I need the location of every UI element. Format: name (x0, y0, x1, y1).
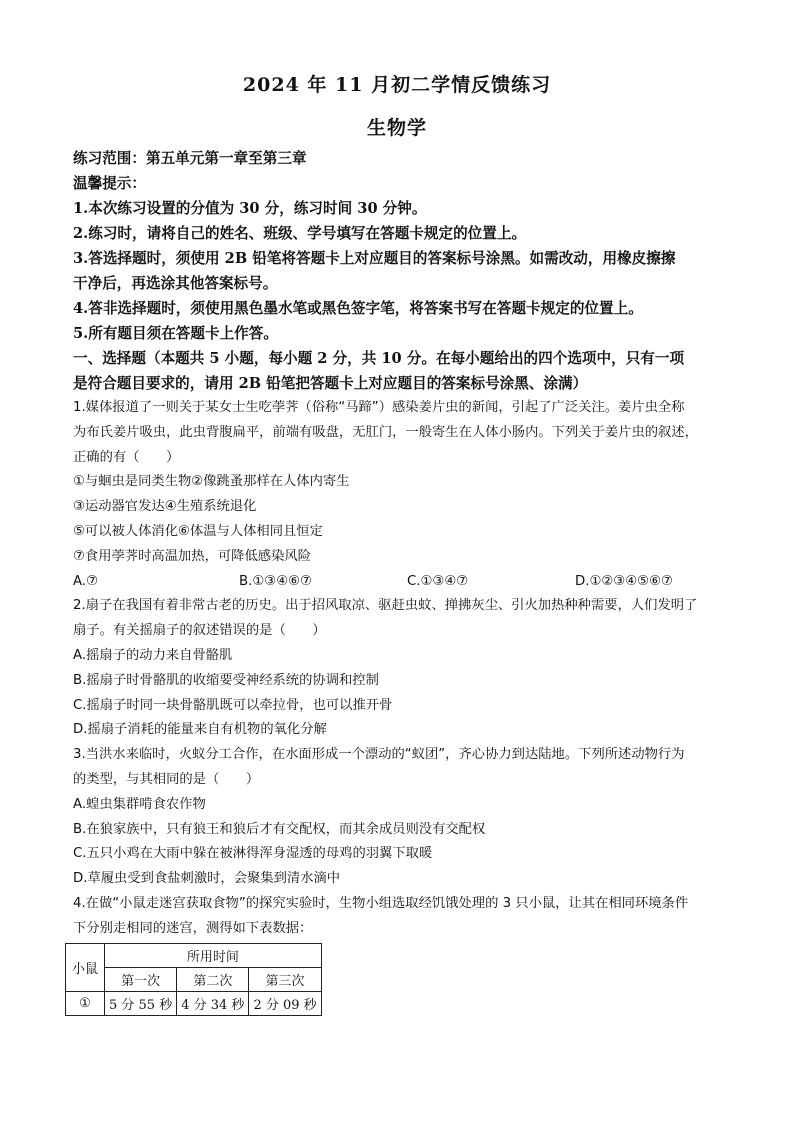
q2-stem-1: 2.扇子在我国有着非常古老的历史。出于招风取凉、驱赶虫蚊、掸拂灰尘、引火加热种种需要，人们发明了 (73, 598, 698, 614)
q1-stem-3: 正确的有（ ） (73, 449, 180, 465)
q1-options (73, 570, 733, 595)
q1-statement-2: ③运动器官发达④生殖系统退化 (73, 499, 257, 515)
q3-stem-1: 3.当洪水来临时，火蚁分工合作，在水面形成一个漂动的“蚁团”，齐心协力到达陆地。下列所述动物行为 (73, 747, 685, 763)
subject-title: 生物学 (366, 117, 427, 139)
q1-option-b: B.①③④⑥⑦ (239, 573, 312, 589)
table-cell: 5 分 55 秒 (105, 992, 177, 1016)
q3-option-a: A.蝗虫集群啃食农作物 (73, 796, 206, 812)
table-col-2: 第二次 (177, 968, 249, 992)
q1-stem-2: 为布氏姜片吸虫，此虫背腹扁平，前端有吸盘，无肛门，一般寄生在人体小肠内。下列关于姜片虫的叙述， (73, 424, 698, 440)
table-row-header: 小鼠 (66, 944, 105, 992)
q4-stem-1: 4.在做“小鼠走迷宫获取食物”的探究实验时，生物小组选取经饥饿处理的 3 只小鼠，让其在相同环境条件 (73, 895, 689, 911)
section-heading-cont: 是符合题目要求的，请用 2B 铅笔把答题卡上对应题目的答案标号涂黑、涂满） (73, 375, 588, 392)
exam-title: 2024 年 11 月初二学情反馈练习 (242, 74, 552, 96)
q1-option-c: C.①③④⑦ (407, 573, 469, 589)
q4-stem-2: 下分别走相同的迷宫，测得如下表数据： (73, 920, 313, 936)
q1-option-d: D.①②③④⑤⑥⑦ (575, 573, 673, 589)
tips-heading: 温馨提示： (73, 175, 146, 192)
q3-option-b: B.在狼家族中，只有狼王和狼后才有交配权，而其余成员则没有交配权 (73, 821, 486, 837)
q1-statement-1: ①与蛔虫是同类生物②像跳蚤那样在人体内寄生 (73, 474, 350, 490)
table-col-3: 第三次 (249, 968, 321, 992)
q2-option-a: A.摇扇子的动力来自骨骼肌 (73, 647, 233, 663)
table-group-header: 所用时间 (105, 944, 322, 968)
table-col-1: 第一次 (105, 968, 177, 992)
q3-option-c: C.五只小鸡在大雨中躲在被淋得浑身湿透的母鸡的羽翼下取暖 (73, 846, 433, 862)
q2-option-b: B.摇扇子时骨骼肌的收缩要受神经系统的协调和控制 (73, 672, 379, 688)
maze-time-table (65, 943, 322, 1016)
tip-3: 3.答选择题时，须使用 2B 铅笔将答题卡上对应题目的答案标号涂黑。如需改动，用橡皮擦擦 (73, 250, 676, 267)
q1-statement-4: ⑦食用荸荠时高温加热，可降低感染风险 (73, 548, 311, 564)
q1-statement-3: ⑤可以被人体消化⑥体温与人体相同且恒定 (73, 523, 323, 539)
section-heading: 一、选择题（本题共 5 小题，每小题 2 分，共 10 分。在每小题给出的四个选项中，只有一项 (73, 350, 685, 367)
q2-option-d: D.摇扇子消耗的能量来自有机物的氧化分解 (73, 722, 327, 738)
tip-3-cont: 干净后，再选涂其他答案标号。 (73, 275, 278, 292)
table-cell: 4 分 34 秒 (177, 992, 249, 1016)
instructions (73, 146, 733, 396)
tip-1: 1.本次练习设置的分值为 30 分，练习时间 30 分钟。 (73, 200, 427, 217)
tip-5: 5.所有题目须在答题卡上作答。 (73, 325, 278, 342)
q3-stem-2: 的类型，与其相同的是（ ） (73, 771, 260, 787)
tip-4: 4.答非选择题时，须使用黑色墨水笔或黑色签字笔，将答案书写在答题卡规定的位置上。 (73, 300, 643, 317)
q3-option-d: D.草履虫受到食盐刺激时，会聚集到清水滴中 (73, 871, 341, 887)
questions (73, 396, 733, 942)
practice-scope: 练习范围：第五单元第一章至第三章 (73, 150, 307, 167)
table-row (66, 992, 322, 1016)
q2-option-c: C.摇扇子时同一块骨骼肌既可以牵拉骨，也可以推开骨 (73, 697, 393, 713)
q2-stem-2: 扇子。有关摇扇子的叙述错误的是（ ） (73, 623, 326, 639)
table-cell: 2 分 09 秒 (249, 992, 321, 1016)
mouse-id: ① (66, 992, 105, 1016)
tip-2: 2.练习时，请将自己的姓名、班级、学号填写在答题卡规定的位置上。 (73, 225, 527, 242)
q1-stem-1: 1.媒体报道了一则关于某女士生吃荸荠（俗称“马蹄”）感染姜片虫的新闻，引起了广泛关注。姜片虫全称 (73, 400, 685, 415)
q1-option-a: A.⑦ (73, 573, 99, 589)
